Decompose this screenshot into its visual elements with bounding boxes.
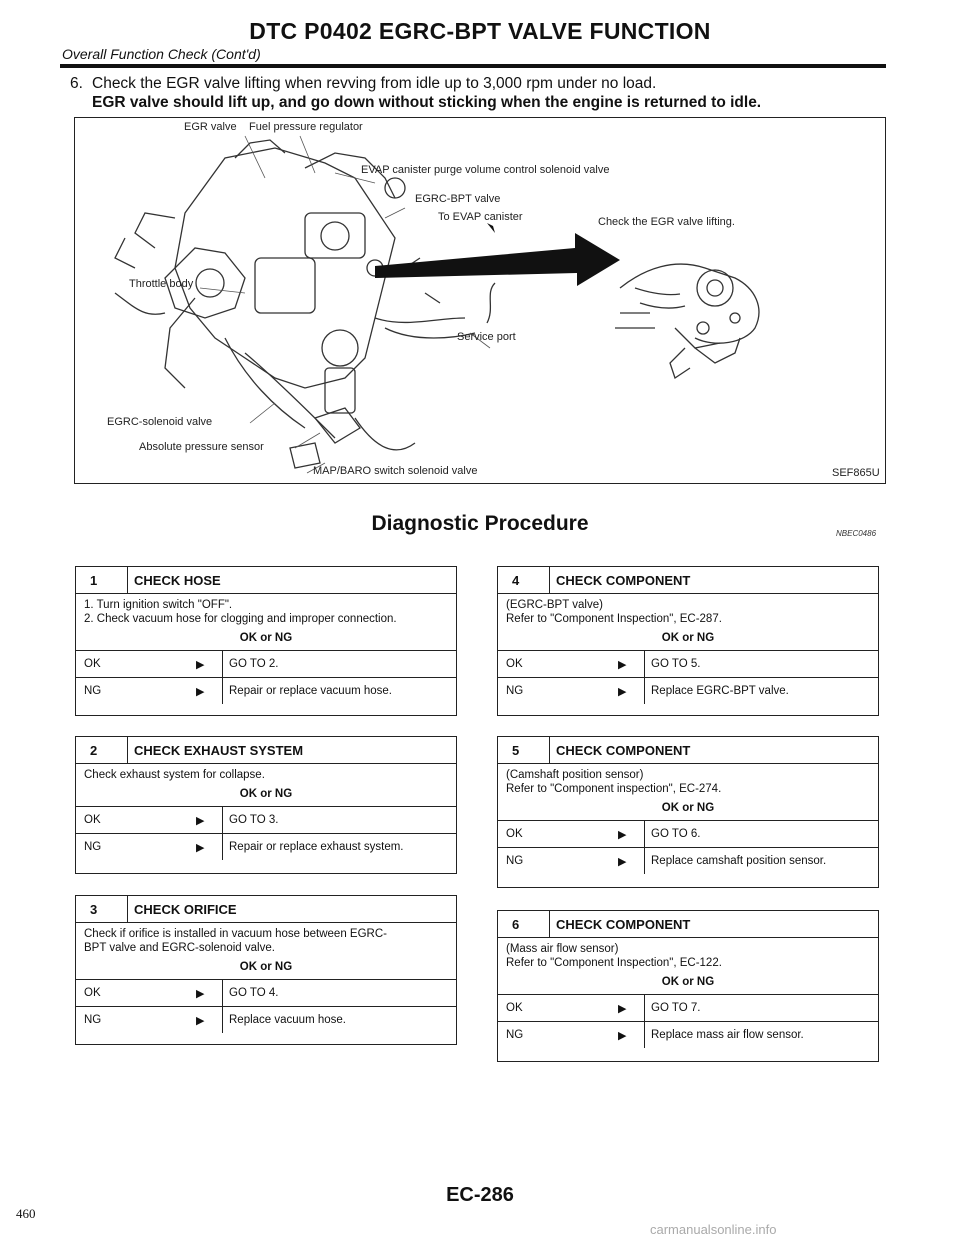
- ng-action: Replace vacuum hose.: [222, 1007, 456, 1033]
- ok-label: OK: [506, 658, 523, 670]
- card-ok-row: [498, 820, 878, 847]
- play-arrow-icon: ▶: [618, 1002, 627, 1015]
- card-body-line: 2. Check vacuum hose for clogging and improper connection.: [84, 613, 397, 625]
- ng-action: Replace camshaft position sensor.: [644, 848, 878, 874]
- check-card-5: [497, 736, 879, 888]
- card-header: [498, 737, 878, 764]
- card-ng-row: [76, 1006, 456, 1033]
- diagnostic-code: NBEC0486: [836, 529, 877, 538]
- play-arrow-icon: ▶: [196, 814, 205, 827]
- ok-action: GO TO 2.: [222, 651, 456, 677]
- card-body: [498, 764, 878, 796]
- ng-action: Replace EGRC-BPT valve.: [644, 678, 878, 704]
- card-number: 4: [498, 567, 550, 593]
- header-rule: [60, 64, 886, 68]
- card-ok-ng: OK or NG: [239, 788, 293, 800]
- card-body-line: Check exhaust system for collapse.: [84, 769, 265, 781]
- label-throttle-body: Throttle body: [129, 278, 194, 290]
- play-arrow-icon: ▶: [196, 841, 205, 854]
- card-ok-row: [76, 979, 456, 1006]
- card-header: [76, 896, 456, 923]
- card-title: CHECK ORIFICE: [134, 901, 237, 917]
- card-title: CHECK COMPONENT: [556, 916, 691, 932]
- check-card-1: [75, 566, 457, 716]
- card-body-line: (Mass air flow sensor): [506, 943, 619, 955]
- check-card-6: [497, 910, 879, 1062]
- card-ok-row: [76, 650, 456, 677]
- ok-label: OK: [84, 987, 101, 999]
- card-body: [498, 594, 878, 626]
- check-card-4: [497, 566, 879, 716]
- engine-figure: [74, 117, 886, 484]
- side-page-number: 460: [16, 1206, 36, 1221]
- play-arrow-icon: ▶: [196, 658, 205, 671]
- card-ok-row: [498, 994, 878, 1021]
- ok-label: OK: [84, 814, 101, 826]
- card-header: [76, 737, 456, 764]
- card-body: [76, 764, 456, 782]
- card-body: [76, 594, 456, 626]
- check-card-2: [75, 736, 457, 874]
- ok-action: GO TO 5.: [644, 651, 878, 677]
- card-ok-ng: OK or NG: [239, 632, 293, 644]
- ng-action: Replace mass air flow sensor.: [644, 1022, 878, 1048]
- card-body-line: Check if orifice is installed in vacuum hose between EGRC-: [84, 928, 387, 940]
- figure-code: SEF865U: [832, 467, 880, 479]
- label-fuel-pressure-regulator: Fuel pressure regulator: [249, 121, 363, 133]
- label-egrc-bpt-valve: EGRC-BPT valve: [415, 193, 501, 205]
- label-absolute-pressure-sensor: Absolute pressure sensor: [139, 441, 264, 453]
- card-title: CHECK EXHAUST SYSTEM: [134, 742, 304, 758]
- label-check-egr-lifting: Check the EGR valve lifting.: [598, 216, 735, 228]
- card-ok-ng: OK or NG: [661, 802, 715, 814]
- label-to-evap-canister: To EVAP canister: [438, 211, 523, 223]
- ng-label: NG: [84, 841, 102, 853]
- page-subtitle: Overall Function Check (Cont'd): [62, 46, 261, 62]
- play-arrow-icon: ▶: [618, 685, 627, 698]
- label-evap-canister-purge: EVAP canister purge volume control solenoid valve: [361, 164, 610, 176]
- ok-label: OK: [506, 1002, 523, 1014]
- card-header: [498, 567, 878, 594]
- card-body-line: 1. Turn ignition switch "OFF".: [84, 599, 233, 611]
- card-body: [498, 938, 878, 970]
- ok-label: OK: [84, 658, 101, 670]
- card-ng-row: [76, 833, 456, 860]
- card-ng-row: [498, 677, 878, 704]
- card-body-line: (EGRC-BPT valve): [506, 599, 603, 611]
- card-body-line: Refer to "Component inspection", EC-274.: [506, 783, 722, 795]
- step-bold-text: EGR valve should lift up, and go down without sticking when the engine is returned to idle.: [92, 94, 762, 111]
- card-body-line: Refer to "Component Inspection", EC-122.: [506, 957, 722, 969]
- page-title: DTC P0402 EGRC-BPT VALVE FUNCTION: [249, 18, 711, 44]
- play-arrow-icon: ▶: [196, 987, 205, 1000]
- card-ng-row: [76, 677, 456, 704]
- ok-action: GO TO 6.: [644, 821, 878, 847]
- check-card-3: [75, 895, 457, 1045]
- card-number: 2: [76, 737, 128, 763]
- card-header: [498, 911, 878, 938]
- label-service-port: Service port: [457, 331, 516, 343]
- card-ok-ng: OK or NG: [661, 632, 715, 644]
- watermark: carmanualsonline.info: [650, 1222, 777, 1237]
- card-ok-row: [498, 650, 878, 677]
- ok-label: OK: [506, 828, 523, 840]
- label-map-baro-switch: MAP/BARO switch solenoid valve: [313, 465, 478, 477]
- card-header: [76, 567, 456, 594]
- card-body-line: BPT valve and EGRC-solenoid valve.: [84, 942, 275, 954]
- card-title: CHECK COMPONENT: [556, 742, 691, 758]
- card-number: 3: [76, 896, 128, 922]
- ok-action: GO TO 4.: [222, 980, 456, 1006]
- card-number: 5: [498, 737, 550, 763]
- label-egrc-solenoid-valve: EGRC-solenoid valve: [107, 416, 213, 428]
- play-arrow-icon: ▶: [618, 828, 627, 841]
- page-code: EC-286: [446, 1184, 514, 1206]
- ok-action: GO TO 7.: [644, 995, 878, 1021]
- card-body: [76, 923, 456, 955]
- card-body-line: Refer to "Component Inspection", EC-287.: [506, 613, 722, 625]
- card-number: 1: [76, 567, 128, 593]
- card-ok-row: [76, 806, 456, 833]
- ng-action: Repair or replace exhaust system.: [222, 834, 456, 860]
- card-ok-ng: OK or NG: [239, 961, 293, 973]
- play-arrow-icon: ▶: [618, 1029, 627, 1042]
- ng-label: NG: [506, 1029, 524, 1041]
- card-ng-row: [498, 1021, 878, 1048]
- diagnostic-title: Diagnostic Procedure: [371, 512, 589, 535]
- card-title: CHECK HOSE: [134, 572, 221, 588]
- card-ng-row: [498, 847, 878, 874]
- label-egr-valve: EGR valve: [184, 121, 237, 133]
- ng-label: NG: [506, 685, 524, 697]
- play-arrow-icon: ▶: [618, 658, 627, 671]
- card-number: 6: [498, 911, 550, 937]
- card-body-line: (Camshaft position sensor): [506, 769, 644, 781]
- step-instruction: [70, 74, 890, 112]
- play-arrow-icon: ▶: [196, 685, 205, 698]
- step-text: Check the EGR valve lifting when revving from idle up to 3,000 rpm under no load.: [92, 75, 657, 92]
- card-title: CHECK COMPONENT: [556, 572, 691, 588]
- direction-arrow-icon: [375, 233, 620, 286]
- ng-label: NG: [84, 685, 102, 697]
- card-ok-ng: OK or NG: [661, 976, 715, 988]
- ng-action: Repair or replace vacuum hose.: [222, 678, 456, 704]
- play-arrow-icon: ▶: [196, 1014, 205, 1027]
- step-number: 6.: [70, 75, 83, 92]
- ng-label: NG: [506, 855, 524, 867]
- ng-label: NG: [84, 1014, 102, 1026]
- play-arrow-icon: ▶: [618, 855, 627, 868]
- ok-action: GO TO 3.: [222, 807, 456, 833]
